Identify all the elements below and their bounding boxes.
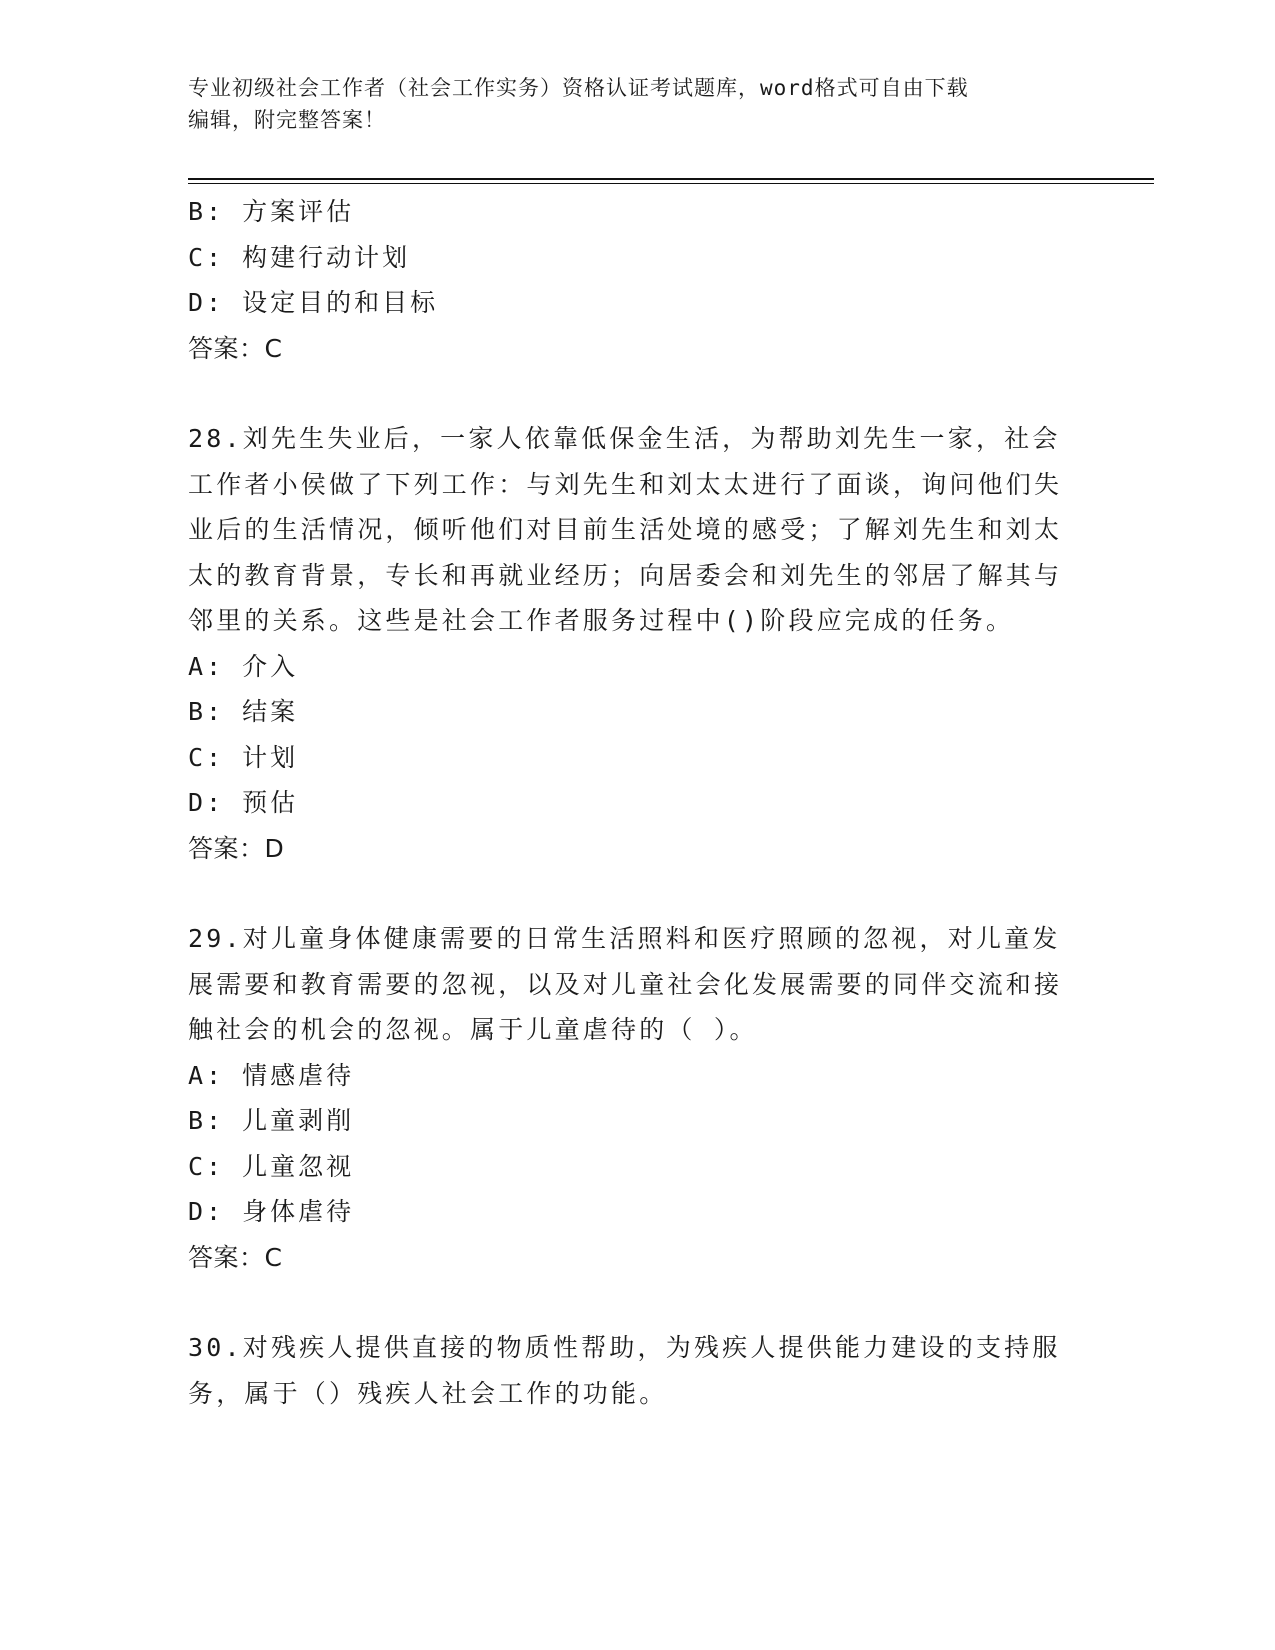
question-30 <box>188 1325 1078 1416</box>
option-c: C: 构建行动计划 <box>188 242 411 272</box>
header-line-1: 专业初级社会工作者（社会工作实务）资格认证考试题库，word格式可自由下载 <box>188 76 969 100</box>
question-stem: 28.刘先生失业后，一家人依靠低保金生活，为帮助刘先生一家，社会工作者小侯做了下列工作：与刘先生和刘太太进行了面谈，询问他们失业后的生活情况，倾听他们对目前生活处境的感受；了解刘先生和刘太太的教育背景，专长和再就业经历；向居委会和刘先生的邻居了解其与邻里的关系。这些是社会工作者服务过程中()阶段应完成的任务。 <box>188 424 1063 635</box>
option-b: B: 儿童剥削 <box>188 1106 355 1135</box>
header-divider-thick <box>188 178 1154 180</box>
option-b: B: 方案评估 <box>188 197 355 226</box>
answer-line: 答案：C <box>188 333 283 363</box>
answer-line: 答案：C <box>188 1242 283 1272</box>
header-divider-thin <box>188 183 1154 184</box>
option-c: C: 儿童忽视 <box>188 1151 355 1181</box>
spacer <box>188 871 1078 916</box>
option-d: D: 设定目的和目标 <box>188 288 439 317</box>
option-c: C: 计划 <box>188 742 299 772</box>
question-list <box>188 189 1078 1416</box>
question-28 <box>188 416 1078 871</box>
option-d: D: 身体虐待 <box>188 1197 355 1226</box>
question-29 <box>188 916 1078 1280</box>
option-d: D: 预估 <box>188 788 299 817</box>
question-27-tail <box>188 189 1078 371</box>
option-b: B: 结案 <box>188 697 299 726</box>
spacer <box>188 1280 1078 1325</box>
question-stem: 29.对儿童身体健康需要的日常生活照料和医疗照顾的忽视，对儿童发展需要和教育需要的忽视，以及对儿童社会化发展需要的同伴交流和接触社会的机会的忽视。属于儿童虐待的（ ）。 <box>188 924 1063 1044</box>
option-a: A: 情感虐待 <box>188 1060 355 1090</box>
answer-line: 答案：D <box>188 833 285 863</box>
header-line-2: 编辑，附完整答案！ <box>188 108 386 132</box>
document-header <box>188 72 1068 136</box>
spacer <box>188 371 1078 416</box>
option-a: A: 介入 <box>188 651 299 681</box>
question-stem: 30.对残疾人提供直接的物质性帮助，为残疾人提供能力建设的支持服务，属于（）残疾人社会工作的功能。 <box>188 1333 1061 1408</box>
